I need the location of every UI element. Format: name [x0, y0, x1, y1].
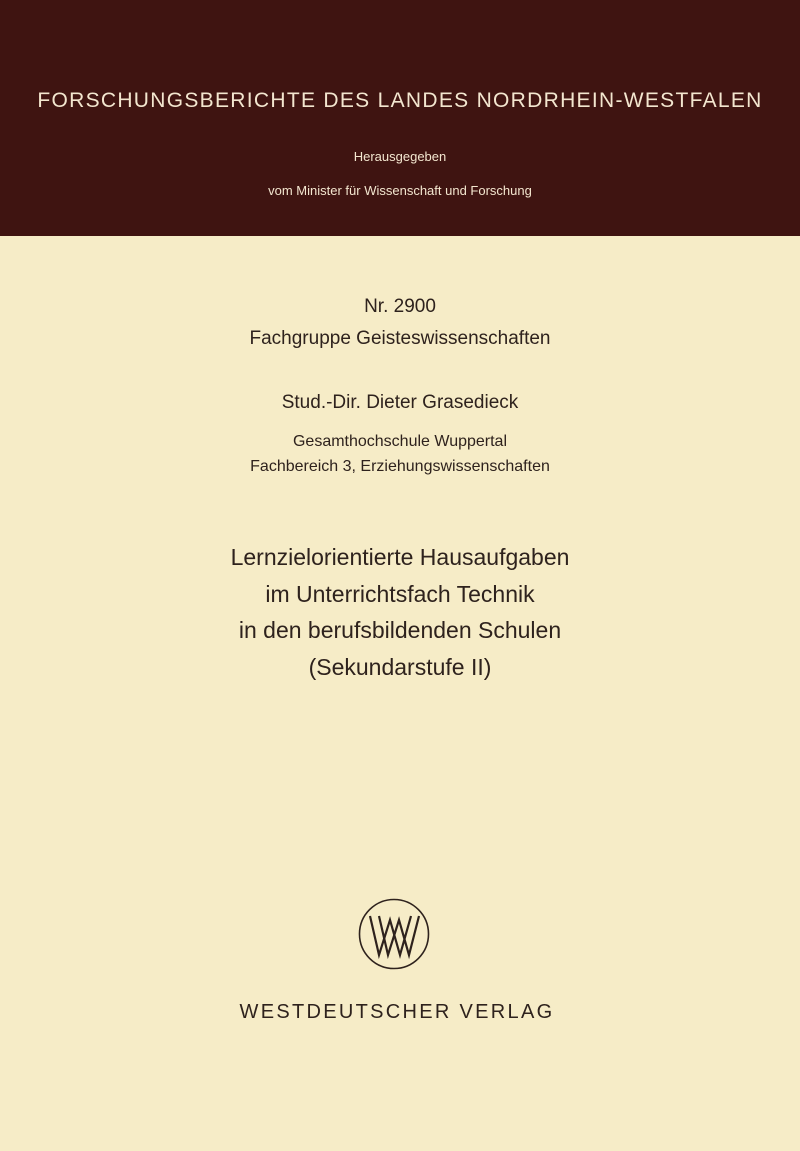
title-line: im Unterrichtsfach Technik	[265, 580, 535, 607]
title-line: Lernzielorientierte Hausaufgaben	[230, 544, 570, 570]
publisher-name: WESTDEUTSCHER VERLAG	[239, 1001, 555, 1023]
subject-group: Fachgruppe Geisteswissenschaften	[249, 328, 551, 349]
book-title	[0, 539, 800, 685]
title-line: (Sekundarstufe II)	[308, 653, 492, 680]
author-institution: Gesamthochschule Wuppertal	[292, 433, 508, 450]
header-band	[0, 0, 800, 236]
series-title: FORSCHUNGSBERICHTE DES LANDES NORDRHEIN-WESTFALEN	[37, 89, 763, 112]
author-department: Fachbereich 3, Erziehungswissenschaften	[250, 458, 550, 475]
title-line: in den berufsbildenden Schulen	[238, 617, 562, 643]
edited-by-label: Herausgegeben	[353, 149, 447, 164]
editor-name: vom Minister für Wissenschaft und Forschung	[268, 183, 532, 198]
report-number: Nr. 2900	[364, 296, 436, 317]
author-name: Stud.-Dir. Dieter Grasedieck	[281, 392, 519, 413]
wv-monogram-icon	[357, 897, 431, 971]
